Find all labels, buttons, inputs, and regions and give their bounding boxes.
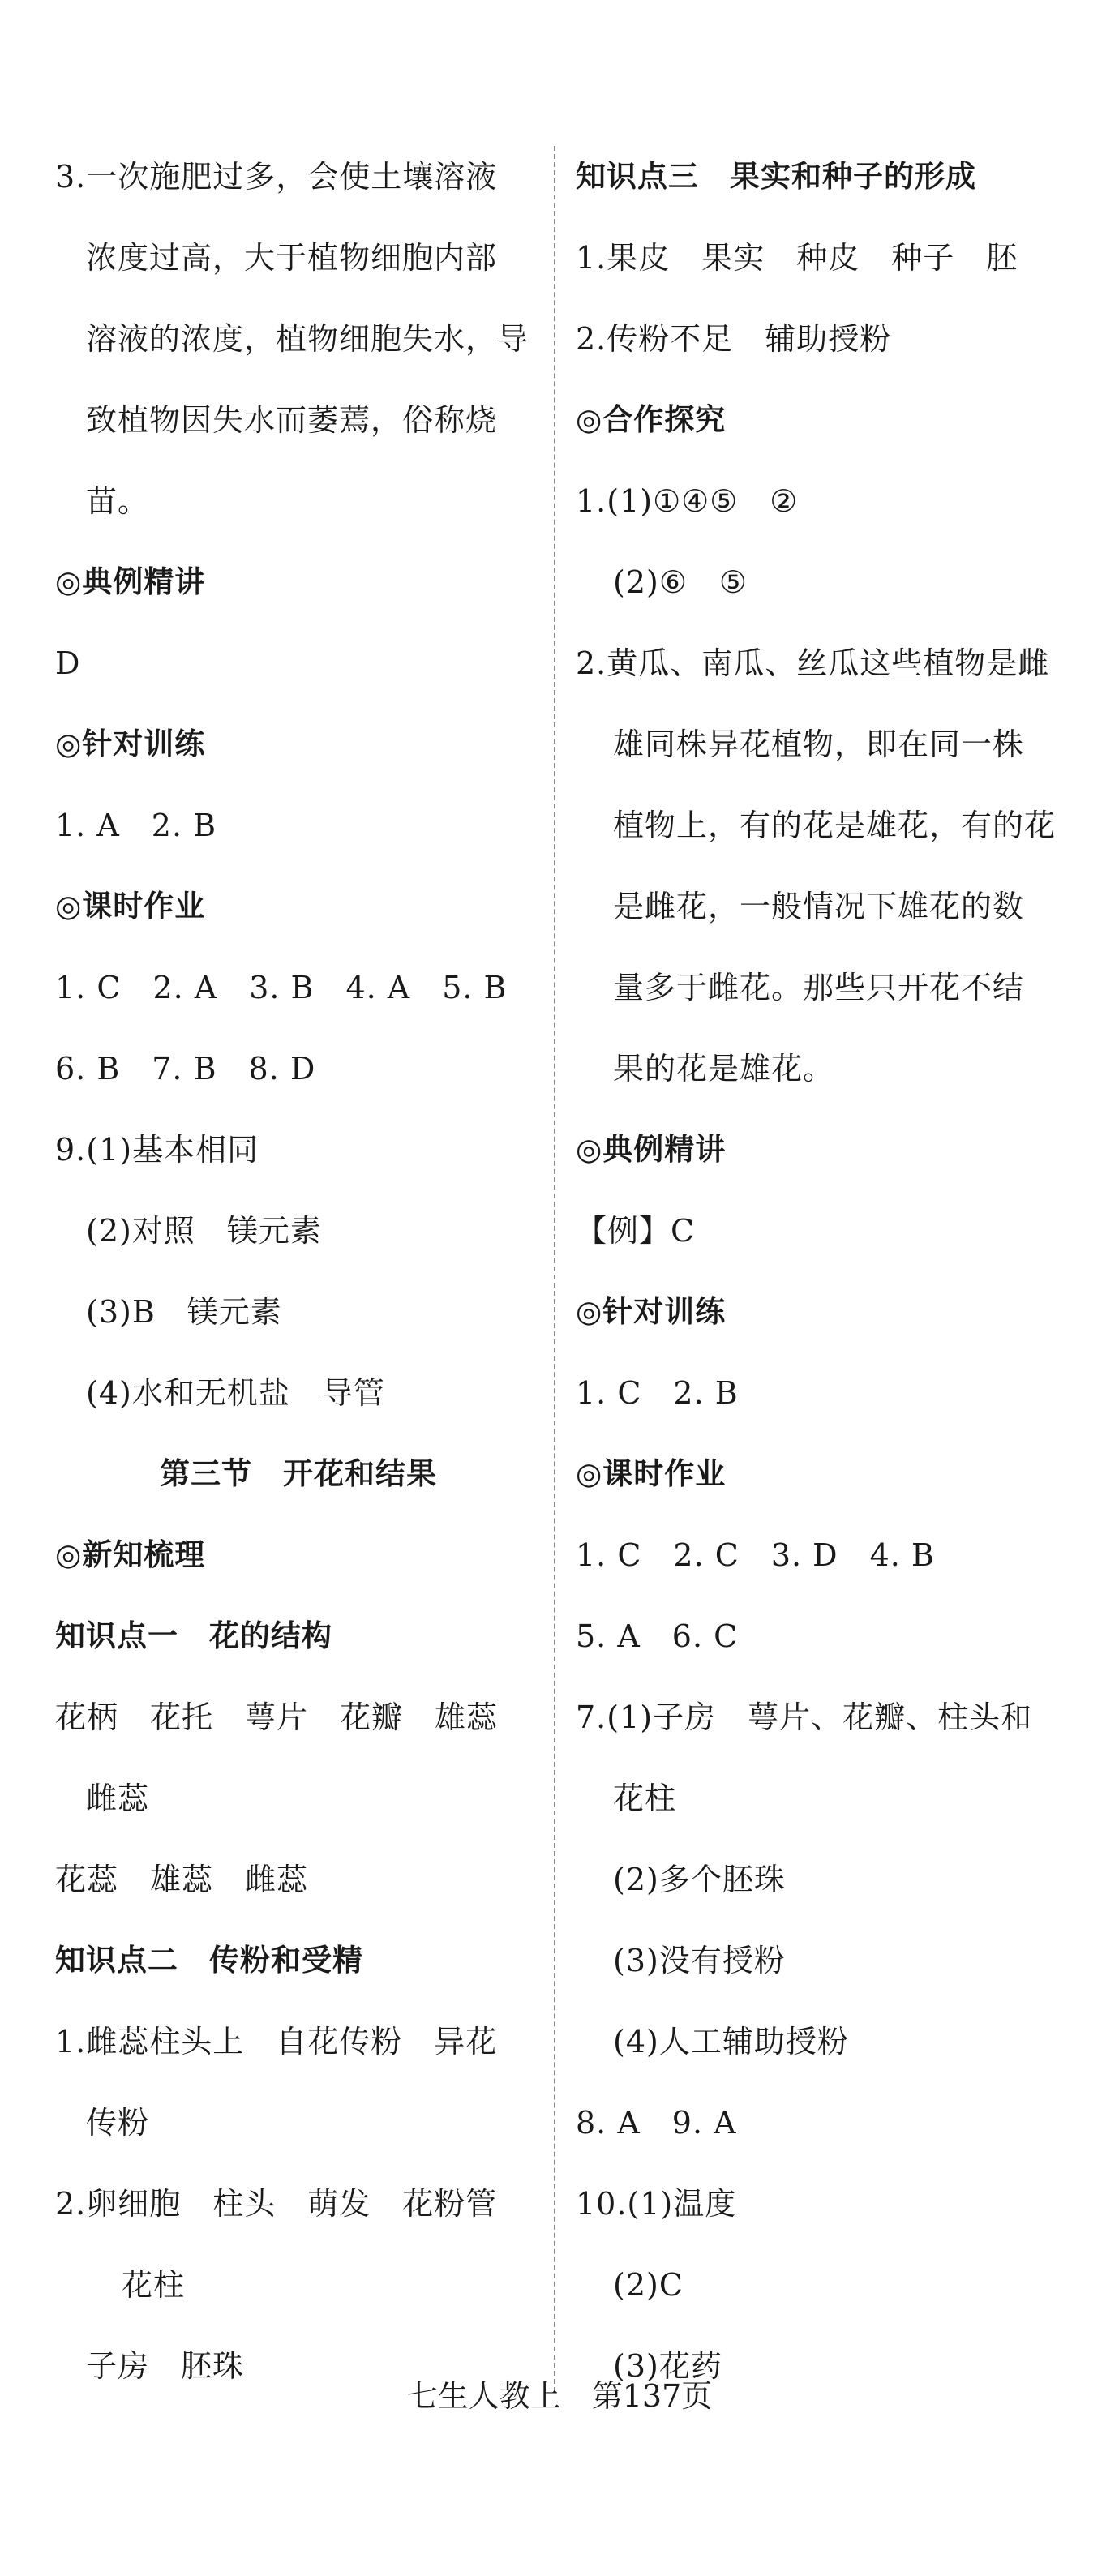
answer-line: 花柱 xyxy=(613,1781,677,1816)
answer-line: 2.黄瓜、南瓜、丝瓜这些植物是雌 xyxy=(576,645,1050,681)
knowledge-point-heading: 知识点一 花的结构 xyxy=(55,1618,332,1653)
answer-line: 浓度过高，大于植物细胞内部 xyxy=(86,240,498,276)
right-column xyxy=(576,136,1070,2407)
answer-line: (3)花药 xyxy=(613,2348,722,2384)
answer-line: 花蕊 雄蕊 雌蕊 xyxy=(55,1862,309,1897)
section-heading: ◎新知梳理 xyxy=(55,1537,206,1572)
answer-line: 植物上，有的花是雄花，有的花 xyxy=(613,808,1057,843)
answer-line: 10.(1)温度 xyxy=(576,2186,737,2222)
section-heading: ◎课时作业 xyxy=(55,889,206,924)
answer-line: 苗。 xyxy=(86,483,150,519)
answer-line: 果的花是雄花。 xyxy=(613,1051,835,1087)
section-heading: ◎合作探究 xyxy=(576,402,727,437)
answer-line: (2)⑥ ⑤ xyxy=(613,564,748,600)
answer-line: 2.卵细胞 柱头 萌发 花粉管 xyxy=(55,2186,498,2222)
chapter-section-title: 第三节 开花和结果 xyxy=(160,1456,437,1491)
answer-line: 1.(1)①④⑤ ② xyxy=(576,483,799,519)
answer-line: 1.果皮 果实 种皮 种子 胚 xyxy=(576,240,1018,276)
answer-line: 9.(1)基本相同 xyxy=(55,1132,259,1168)
answer-line: 7.(1)子房 萼片、花瓣、柱头和 xyxy=(576,1699,1033,1735)
answer-line: 雌蕊 xyxy=(86,1781,150,1816)
answer-line: 2.传粉不足 辅助授粉 xyxy=(576,321,892,357)
answer-line: 花柱 xyxy=(122,2267,186,2303)
answer-line: 1.雌蕊柱头上 自花传粉 异花 xyxy=(55,2024,498,2060)
answer-line: 8. A 9. A xyxy=(576,2105,737,2141)
answer-line: 1. C 2. C 3. D 4. B xyxy=(576,1537,935,1573)
answer-line: (2)多个胚珠 xyxy=(613,1862,786,1897)
answer-line: (2)C xyxy=(613,2267,684,2303)
answer-line: 6. B 7. B 8. D xyxy=(55,1051,316,1087)
answer-line: 1. C 2. B xyxy=(576,1375,739,1411)
answer-line: 子房 胚珠 xyxy=(86,2348,245,2384)
section-heading: ◎典例精讲 xyxy=(55,564,206,599)
answer-line: (4)水和无机盐 导管 xyxy=(86,1375,385,1411)
answer-line: 是雌花，一般情况下雄花的数 xyxy=(613,889,1025,924)
section-heading: ◎针对训练 xyxy=(576,1294,727,1329)
answer-line: 致植物因失水而萎蔫，俗称烧 xyxy=(86,402,498,438)
answer-line: 量多于雌花。那些只开花不结 xyxy=(613,970,1025,1005)
column-divider xyxy=(554,146,555,2392)
knowledge-point-heading: 知识点二 传粉和受精 xyxy=(55,1943,363,1978)
answer-line: 1. C 2. A 3. B 4. A 5. B xyxy=(55,970,508,1005)
page-footer: 七生人教上 第137页 xyxy=(406,2378,713,2414)
answer-line: (3)没有授粉 xyxy=(613,1943,786,1978)
left-column xyxy=(55,136,542,2407)
answer-line: D xyxy=(55,645,81,681)
section-heading: ◎课时作业 xyxy=(576,1456,727,1491)
knowledge-point-heading: 知识点三 果实和种子的形成 xyxy=(576,159,976,194)
answer-line: (3)B 镁元素 xyxy=(86,1294,282,1330)
answer-line: 1. A 2. B xyxy=(55,808,217,843)
answer-line: 传粉 xyxy=(86,2105,150,2141)
answer-line: 【例】C xyxy=(576,1213,696,1249)
answer-line: 3.一次施肥过多，会使土壤溶液 xyxy=(55,159,498,195)
section-heading: ◎典例精讲 xyxy=(576,1132,727,1167)
answer-line: (2)对照 镁元素 xyxy=(86,1213,322,1249)
answer-line: 溶液的浓度，植物细胞失水，导 xyxy=(86,321,529,357)
section-heading: ◎针对训练 xyxy=(55,727,206,761)
answer-line: 5. A 6. C xyxy=(576,1618,739,1654)
answer-line: (4)人工辅助授粉 xyxy=(613,2024,849,2060)
answer-line: 雄同株异花植物，即在同一株 xyxy=(613,727,1025,762)
answer-line: 花柄 花托 萼片 花瓣 雄蕊 xyxy=(55,1699,499,1735)
